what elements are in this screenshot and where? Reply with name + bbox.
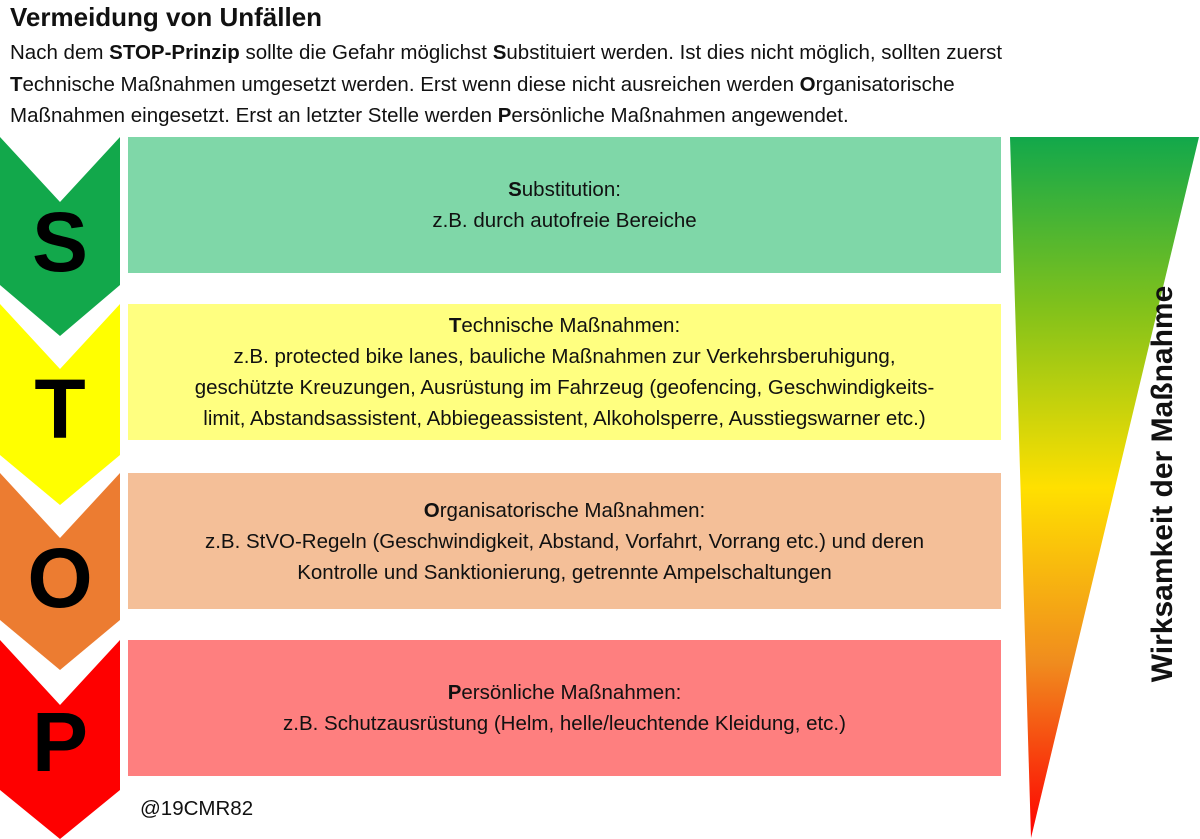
box-substitution-line: z.B. durch autofreie Bereiche [432,209,697,232]
intro-line-3: Maßnahmen eingesetzt. Erst an letzter Stelle werden Persönliche Maßnahmen angewendet. [10,104,849,127]
page-title: Vermeidung von Unfällen [10,2,323,32]
box-persoenliche-line: z.B. Schutzausrüstung (Helm, helle/leuchtende Kleidung, etc.) [283,712,846,735]
box-organisatorische-heading: Organisatorische Maßnahmen: [423,498,706,522]
intro-line-2: Technische Maßnahmen umgesetzt werden. Erst wenn diese nicht ausreichen werden Organisatorische [10,72,955,96]
box-technische-line: geschützte Kreuzungen, Ausrüstung im Fahrzeug (geofencing, Geschwindigkeits- [194,376,935,399]
letter-p: P [31,695,89,789]
effectiveness-label: Wirksamkeit der Maßnahme [1146,285,1179,683]
box-substitution-heading: Substitution: [508,178,621,201]
credit-handle: @19CMR82 [140,797,254,820]
letter-s: S [31,195,89,289]
box-technische-heading: Technische Maßnahmen: [448,314,681,337]
box-technische-line: limit, Abstandsassistent, Abbiegeassistent, Alkoholsperre, Ausstiegswarner etc.) [203,407,926,430]
intro-line-1: Nach dem STOP-Prinzip sollte die Gefahr möglichst Substituiert werden. Ist dies nicht möglich, sollten zuerst [10,41,1003,64]
box-persoenliche-heading: Persönliche Maßnahmen: [447,681,682,704]
box-organisatorische-line: Kontrolle und Sanktionierung, getrennte Ampelschaltungen [297,560,832,584]
letter-t: T [34,362,86,456]
letter-o: O [27,531,93,625]
box-technische-line: z.B. protected bike lanes, bauliche Maßnahmen zur Verkehrsberuhigung, [233,345,896,368]
box-organisatorische-line: z.B. StVO-Regeln (Geschwindigkeit, Abstand, Vorfahrt, Vorrang etc.) und deren [204,529,925,553]
